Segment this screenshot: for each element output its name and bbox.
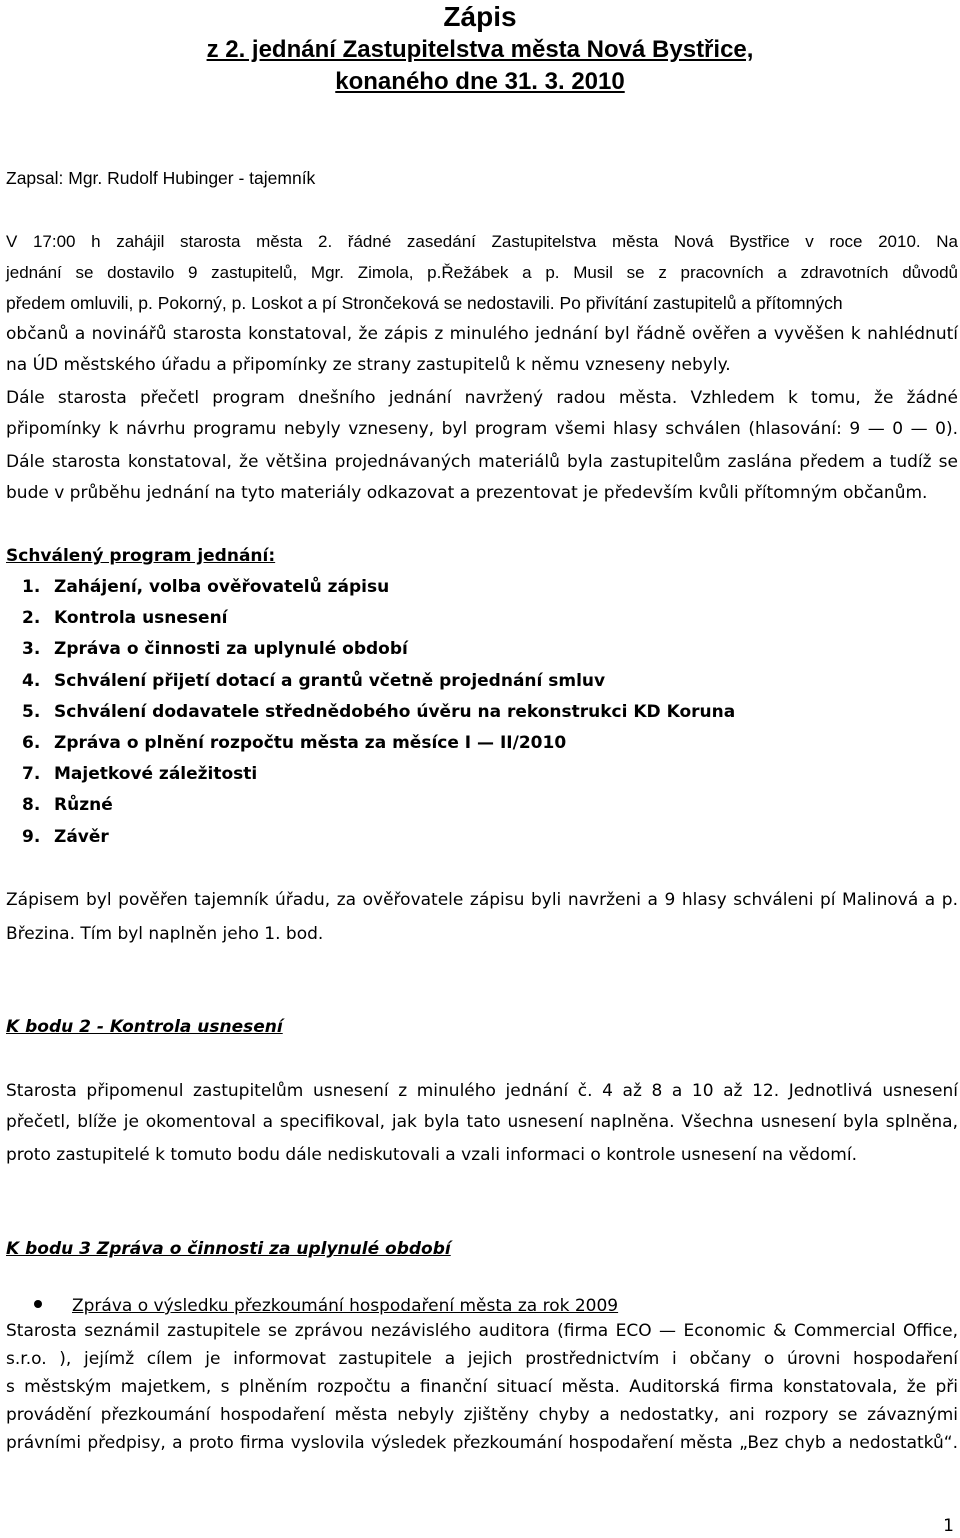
program-item-number: 5. (22, 701, 41, 722)
intro-line-2: jednání se dostavilo 9 zastupitelů, Mgr. Zimola, p.Řežábek a p. Musil se z pracovních a zdravotních důvodů (6, 263, 958, 282)
program-item (6, 822, 735, 853)
program-item (6, 572, 735, 603)
page-number: 1 (943, 1516, 954, 1536)
program-item (6, 790, 735, 821)
bod3-heading: K bodu 3 Zpráva o činnosti za uplynulé období (6, 1239, 451, 1259)
bod3-line-3: s městským majetkem, s plněním rozpočtu a finanční situací města. Auditorská firma konstatovala, že při (6, 1377, 958, 1397)
intro-line-3 (6, 288, 958, 319)
program-item-text: Různé (54, 795, 113, 816)
recorder-line: Zapsal: Mgr. Rudolf Hubinger - tajemník (6, 168, 316, 188)
document-subtitle-line-2: konaného dne 31. 3. 2010 (335, 68, 625, 95)
verification-line-2: Březina. Tím byl naplněn jeho 1. bod. (6, 924, 324, 944)
document-subtitle-line-1: z 2. jednání Zastupitelstva města Nová Bystřice, (206, 36, 754, 63)
bod2-line-1: Starosta připomenul zastupitelům usnesení z minulého jednání č. 4 až 8 a 10 až 12. Jednotlivá usnesení (6, 1081, 958, 1101)
intro-line-6: Dále starosta přečetl program dnešního jednání navržený radou města. Vzhledem k tomu, že žádné (6, 388, 958, 408)
program-item (6, 759, 735, 790)
bod2-line-3: proto zastupitelé k tomuto bodu dále nediskutovali a vzali informaci o kontrole usnesení na vědomí. (6, 1145, 857, 1165)
program-item-text: Kontrola usnesení (54, 608, 228, 629)
program-item (6, 603, 735, 634)
program-item-text: Majetkové záležitosti (54, 764, 258, 785)
intro-line-9: bude v průběhu jednání na tyto materiály odkazovat a prezentovat je především kvůli přítomným občanům. (6, 483, 928, 503)
program-item (6, 728, 735, 759)
program-item-number: 3. (22, 639, 41, 660)
program-item-number: 9. (22, 826, 41, 847)
bod3-line-5: právními předpisy, a proto firma vyslovila výsledek přezkoumání hospodaření města „Bez chyb a nedostatků“. (6, 1433, 958, 1453)
bullet-icon (34, 1300, 42, 1308)
intro-line-3a: předem omluvili, p. Pokorný, p. Loskot a pí Strončeková se nedostavili. (6, 293, 555, 313)
program-item-number: 1. (22, 577, 41, 597)
bod3-bullet-item (6, 1292, 618, 1320)
document-title: Zápis (443, 1, 517, 32)
program-item-number: 4. (22, 670, 41, 691)
bod3-line-2: s.r.o. ), jejímž cílem je informovat zastupitele a jejich prostřednictvím i občany o úrovni hospodaření (6, 1349, 958, 1369)
intro-line-7: připomínky k návrhu programu nebyly vzneseny, byl program všemi hlasy schválen (hlasování: 9 — 0 — 0). (6, 419, 958, 439)
intro-line-5: na ÚD městského úřadu a připomínky ze strany zastupitelů k němu vzneseny nebyly. (6, 355, 731, 375)
program-item-text: Zahájení, volba ověřovatelů zápisu (54, 577, 390, 597)
intro-line-1: V 17:00 h zahájil starosta města 2. řádné zasedání Zastupitelstva města Nová Bystřice v roce 2010. Na (6, 232, 958, 251)
intro-line-4: občanů a novinářů starosta konstatoval, že zápis z minulého jednání byl řádně ověřen a vyvěšen k nahlédnutí (6, 324, 958, 344)
program-item (6, 634, 735, 665)
verification-line-1: Zápisem byl pověřen tajemník úřadu, za ověřovatele zápisu byli navrženi a 9 hlasy schváleni pí Malinová a p. (6, 890, 958, 910)
bod2-heading: K bodu 2 - Kontrola usnesení (6, 1017, 283, 1037)
program-item-text: Zpráva o činnosti za uplynulé období (54, 639, 408, 660)
program-item-text: Schválení přijetí dotací a grantů včetně projednání smluv (54, 670, 606, 691)
intro-line-3b: Po přivítání zastupitelů a přítomných (554, 293, 843, 313)
program-item-number: 8. (22, 795, 41, 816)
bod3-line-1: Starosta seznámil zastupitele se zprávou nezávislého auditora (firma ECO — Economic & Commercial Office, (6, 1321, 958, 1341)
program-item (6, 666, 735, 697)
program-item-text: Schválení dodavatele střednědobého úvěru na rekonstrukci KD Koruna (54, 701, 736, 722)
program-heading: Schválený program jednání: (6, 546, 276, 566)
bod3-bullet-text: Zpráva o výsledku přezkoumání hospodaření města za rok 2009 (72, 1296, 619, 1316)
bod2-line-2: přečetl, blíže je okomentoval a specifikoval, jak byla tato usnesení naplněna. Všechna usnesení byla splněna, (6, 1112, 958, 1132)
program-item-number: 6. (22, 733, 41, 754)
intro-line-8: Dále starosta konstatoval, že většina projednávaných materiálů byla zastupitelům zaslána předem a tudíž se (6, 452, 958, 472)
program-item (6, 697, 735, 728)
bod3-line-4: provádění přezkoumání hospodaření města nebyly zjištěny chyby a nedostatky, ani rozpory se závaznými (6, 1405, 958, 1425)
program-item-number: 2. (22, 608, 41, 629)
program-item-text: Závěr (54, 826, 109, 847)
program-item-text: Zpráva o plnění rozpočtu města za měsíce I — II/2010 (54, 733, 567, 754)
program-item-number: 7. (22, 764, 41, 785)
program-list (6, 572, 735, 853)
